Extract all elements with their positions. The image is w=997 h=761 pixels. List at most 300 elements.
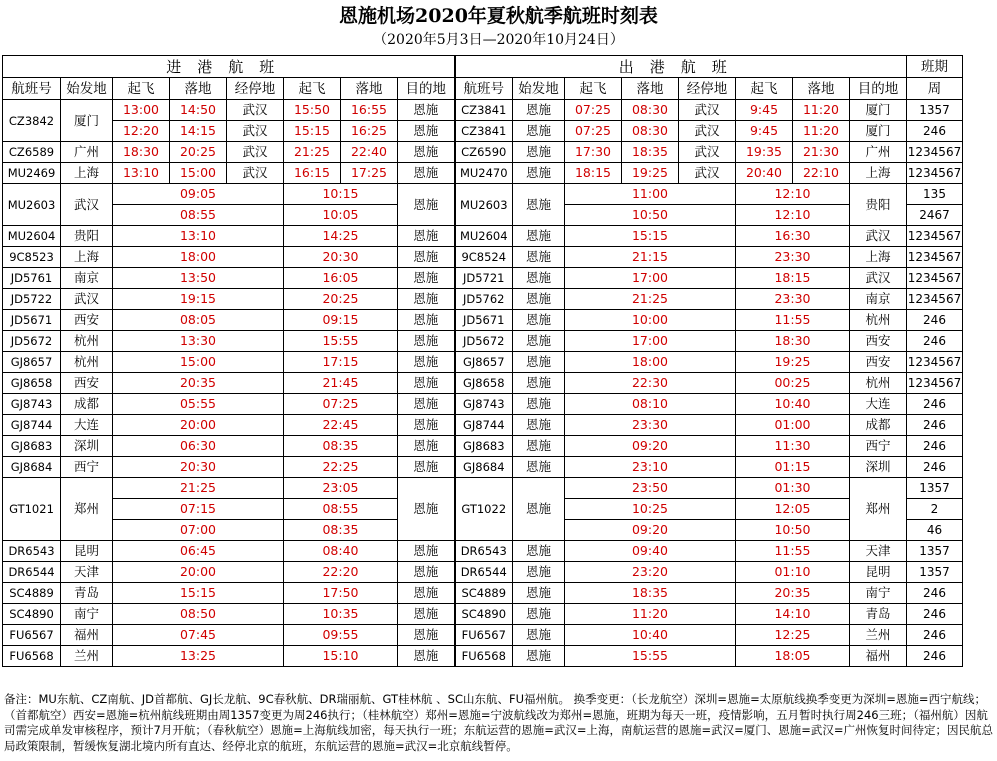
- origin-city: 深圳: [61, 436, 113, 457]
- time-cell: 13:10: [113, 226, 284, 247]
- time-cell: 21:45: [284, 373, 398, 394]
- flight-number-departure: CZ3841: [455, 100, 513, 121]
- footnote-remarks: 备注：MU东航、CZ南航、JD首都航、GJ长龙航、9C春秋航、DR瑞丽航、GT桂林航 、SC山东航、FU福州航。 换季变更：（长龙航空）深圳=恩施=太原航线换季变更为深圳=恩施=西宁航线；（首都航空）西安=恩施=杭州航线班期由周1357变更为周246执行；（桂林航空）郑州=恩施=宁波航线改为郑州=恩施，班期为每天一班，疫情影响，五月暂时执行周246三班；（福州航）因航司需完成单发审核程序，预计7月开航；（春秋航空）恩施=上海航线加密，每天执行一班；东航运营的恩施=武汉=上海，南航运营的恩施=武汉=厦门、恩施=武汉=广州恢复时间待定；因民航总局政策限制，暂缓恢复湖北境内所有直达、经停北京的航班，东航运营的恩施=武汉=北京航线暂停。: [4, 692, 994, 753]
- flight-number-departure: SC4889: [455, 583, 513, 604]
- destination-city: 恩施: [398, 226, 455, 247]
- time-cell: 21:30: [793, 142, 850, 163]
- time-cell: 23:20: [565, 562, 736, 583]
- destination-city: 恩施: [398, 394, 455, 415]
- origin-city: 恩施: [513, 268, 565, 289]
- table-row: [3, 78, 963, 100]
- table-row: [3, 163, 963, 184]
- destination-city: 恩施: [398, 478, 455, 541]
- period-cell: 246: [907, 310, 963, 331]
- time-cell: 10:50: [565, 205, 736, 226]
- origin-city: 青岛: [61, 583, 113, 604]
- flight-number-arrival: GJ8684: [3, 457, 61, 478]
- time-cell: 01:30: [736, 478, 850, 499]
- time-cell: 21:25: [113, 478, 284, 499]
- time-cell: 08:35: [284, 436, 398, 457]
- flight-number-departure: GT1022: [455, 478, 513, 541]
- time-cell: 10:40: [565, 625, 736, 646]
- column-header: 目的地: [398, 78, 455, 100]
- time-cell: 18:05: [736, 646, 850, 667]
- flight-number-departure: MU2604: [455, 226, 513, 247]
- column-header: 落地: [622, 78, 679, 100]
- time-cell: 08:05: [113, 310, 284, 331]
- period-cell: 135: [907, 184, 963, 205]
- time-cell: 18:30: [736, 331, 850, 352]
- time-cell: 20:35: [736, 583, 850, 604]
- destination-city: 南京: [850, 289, 907, 310]
- time-cell: 16:30: [736, 226, 850, 247]
- period-cell: 1234567: [907, 289, 963, 310]
- time-cell: 16:05: [284, 268, 398, 289]
- destination-city: 厦门: [850, 100, 907, 121]
- period-cell: 1234567: [907, 247, 963, 268]
- column-header: 目的地: [850, 78, 907, 100]
- time-cell: 10:15: [284, 184, 398, 205]
- time-cell: 13:10: [113, 163, 170, 184]
- flight-number-departure: SC4890: [455, 604, 513, 625]
- origin-city: 恩施: [513, 646, 565, 667]
- origin-city: 恩施: [513, 583, 565, 604]
- origin-city: 恩施: [513, 247, 565, 268]
- time-cell: 09:55: [284, 625, 398, 646]
- column-header: 落地: [170, 78, 227, 100]
- destination-city: 恩施: [398, 457, 455, 478]
- time-cell: 08:55: [284, 499, 398, 520]
- time-cell: 01:10: [736, 562, 850, 583]
- destination-city: 南宁: [850, 583, 907, 604]
- column-header-period-unit: 周: [907, 78, 963, 100]
- flight-number-arrival: DR6544: [3, 562, 61, 583]
- time-cell: 08:30: [622, 100, 679, 121]
- flight-number-arrival: FU6567: [3, 625, 61, 646]
- origin-city: 南宁: [61, 604, 113, 625]
- destination-city: 上海: [850, 247, 907, 268]
- period-cell: 1234567: [907, 352, 963, 373]
- time-cell: 20:40: [736, 163, 793, 184]
- table-row: [3, 268, 963, 289]
- destination-city: 贵阳: [850, 184, 907, 226]
- time-cell: 23:30: [736, 289, 850, 310]
- flight-number-arrival: MU2603: [3, 184, 61, 226]
- origin-city: 恩施: [513, 289, 565, 310]
- flight-number-departure: JD5672: [455, 331, 513, 352]
- flight-number-departure: DR6544: [455, 562, 513, 583]
- time-cell: 15:00: [170, 163, 227, 184]
- origin-city: 恩施: [513, 352, 565, 373]
- time-cell: 00:25: [736, 373, 850, 394]
- time-cell: 17:25: [341, 163, 398, 184]
- time-cell: 20:25: [284, 289, 398, 310]
- time-cell: 09:15: [284, 310, 398, 331]
- destination-city: 恩施: [398, 331, 455, 352]
- time-cell: 01:00: [736, 415, 850, 436]
- time-cell: 20:35: [113, 373, 284, 394]
- destination-city: 上海: [850, 163, 907, 184]
- time-cell: 22:10: [793, 163, 850, 184]
- time-cell: 11:55: [736, 310, 850, 331]
- time-cell: 17:00: [565, 268, 736, 289]
- time-cell: 13:25: [113, 646, 284, 667]
- column-header: 始发地: [513, 78, 565, 100]
- destination-city: 恩施: [398, 121, 455, 142]
- time-cell: 15:00: [113, 352, 284, 373]
- flight-number-departure: DR6543: [455, 541, 513, 562]
- destination-city: 恩施: [398, 625, 455, 646]
- period-cell: 1234567: [907, 163, 963, 184]
- time-cell: 15:15: [113, 583, 284, 604]
- time-cell: 09:05: [113, 184, 284, 205]
- time-cell: 11:55: [736, 541, 850, 562]
- time-cell: 13:50: [113, 268, 284, 289]
- period-cell: 1357: [907, 100, 963, 121]
- time-cell: 17:30: [565, 142, 622, 163]
- flight-number-departure: FU6568: [455, 646, 513, 667]
- time-cell: 11:20: [793, 121, 850, 142]
- stopover-city: 武汉: [679, 100, 736, 121]
- time-cell: 22:25: [284, 457, 398, 478]
- time-cell: 11:30: [736, 436, 850, 457]
- origin-city: 天津: [61, 562, 113, 583]
- origin-city: 西安: [61, 373, 113, 394]
- time-cell: 12:10: [736, 184, 850, 205]
- flight-number-arrival: GJ8744: [3, 415, 61, 436]
- destination-city: 恩施: [398, 373, 455, 394]
- flight-number-arrival: DR6543: [3, 541, 61, 562]
- origin-city: 恩施: [513, 478, 565, 541]
- destination-city: 青岛: [850, 604, 907, 625]
- origin-city: 恩施: [513, 394, 565, 415]
- time-cell: 23:05: [284, 478, 398, 499]
- period-cell: 1234567: [907, 373, 963, 394]
- origin-city: 上海: [61, 247, 113, 268]
- time-cell: 07:45: [113, 625, 284, 646]
- flight-number-arrival: SC4889: [3, 583, 61, 604]
- origin-city: 南京: [61, 268, 113, 289]
- stopover-city: 武汉: [679, 121, 736, 142]
- destination-city: 厦门: [850, 121, 907, 142]
- destination-city: 西安: [850, 352, 907, 373]
- flight-number-arrival: MU2604: [3, 226, 61, 247]
- time-cell: 9:45: [736, 121, 793, 142]
- period-cell: 246: [907, 331, 963, 352]
- time-cell: 17:15: [284, 352, 398, 373]
- table-row: [3, 331, 963, 352]
- destination-city: 恩施: [398, 352, 455, 373]
- stopover-city: 武汉: [227, 142, 284, 163]
- destination-city: 武汉: [850, 268, 907, 289]
- time-cell: 10:50: [736, 520, 850, 541]
- flight-number-departure: FU6567: [455, 625, 513, 646]
- column-header: 起飞: [565, 78, 622, 100]
- time-cell: 22:20: [284, 562, 398, 583]
- destination-city: 恩施: [398, 436, 455, 457]
- time-cell: 19:35: [736, 142, 793, 163]
- period-cell: 246: [907, 415, 963, 436]
- flight-number-arrival: GJ8683: [3, 436, 61, 457]
- time-cell: 11:20: [793, 100, 850, 121]
- column-header: 落地: [793, 78, 850, 100]
- table-row: [3, 56, 963, 78]
- time-cell: 10:35: [284, 604, 398, 625]
- destination-city: 深圳: [850, 457, 907, 478]
- flight-number-departure: GJ8744: [455, 415, 513, 436]
- time-cell: 01:15: [736, 457, 850, 478]
- time-cell: 13:00: [113, 100, 170, 121]
- time-cell: 22:30: [565, 373, 736, 394]
- origin-city: 成都: [61, 394, 113, 415]
- stopover-city: 武汉: [227, 121, 284, 142]
- time-cell: 18:15: [736, 268, 850, 289]
- flight-number-departure: GJ8658: [455, 373, 513, 394]
- flight-number-arrival: CZ3842: [3, 100, 61, 142]
- time-cell: 14:15: [170, 121, 227, 142]
- origin-city: 武汉: [61, 184, 113, 226]
- flight-number-departure: JD5762: [455, 289, 513, 310]
- destination-city: 恩施: [398, 289, 455, 310]
- time-cell: 21:25: [284, 142, 341, 163]
- table-row: [3, 352, 963, 373]
- time-cell: 10:25: [565, 499, 736, 520]
- period-cell: 2467: [907, 205, 963, 226]
- origin-city: 恩施: [513, 415, 565, 436]
- time-cell: 11:20: [565, 604, 736, 625]
- origin-city: 厦门: [61, 100, 113, 142]
- table-row: [3, 142, 963, 163]
- destination-city: 西宁: [850, 436, 907, 457]
- section-period: 班期: [907, 56, 963, 78]
- stopover-city: 武汉: [227, 100, 284, 121]
- flight-number-departure: MU2470: [455, 163, 513, 184]
- time-cell: 15:10: [284, 646, 398, 667]
- destination-city: 恩施: [398, 268, 455, 289]
- table-row: [3, 394, 963, 415]
- origin-city: 恩施: [513, 625, 565, 646]
- origin-city: 大连: [61, 415, 113, 436]
- destination-city: 武汉: [850, 226, 907, 247]
- time-cell: 12:20: [113, 121, 170, 142]
- destination-city: 福州: [850, 646, 907, 667]
- time-cell: 08:55: [113, 205, 284, 226]
- stopover-city: 武汉: [679, 142, 736, 163]
- origin-city: 昆明: [61, 541, 113, 562]
- destination-city: 恩施: [398, 100, 455, 121]
- destination-city: 广州: [850, 142, 907, 163]
- destination-city: 恩施: [398, 583, 455, 604]
- stopover-city: 武汉: [227, 163, 284, 184]
- time-cell: 20:00: [113, 562, 284, 583]
- time-cell: 9:45: [736, 100, 793, 121]
- time-cell: 07:15: [113, 499, 284, 520]
- origin-city: 恩施: [513, 457, 565, 478]
- time-cell: 20:25: [170, 142, 227, 163]
- time-cell: 08:50: [113, 604, 284, 625]
- time-cell: 12:10: [736, 205, 850, 226]
- origin-city: 恩施: [513, 436, 565, 457]
- time-cell: 11:00: [565, 184, 736, 205]
- origin-city: 武汉: [61, 289, 113, 310]
- time-cell: 07:25: [565, 121, 622, 142]
- flight-number-departure: CZ3841: [455, 121, 513, 142]
- destination-city: 恩施: [398, 646, 455, 667]
- time-cell: 15:55: [565, 646, 736, 667]
- destination-city: 恩施: [398, 541, 455, 562]
- period-cell: 1357: [907, 562, 963, 583]
- table-row: [3, 415, 963, 436]
- period-cell: 1234567: [907, 142, 963, 163]
- section-departures: 出港航班: [455, 56, 907, 78]
- table-row: [3, 562, 963, 583]
- table-row: [3, 625, 963, 646]
- period-cell: 246: [907, 457, 963, 478]
- time-cell: 06:45: [113, 541, 284, 562]
- time-cell: 16:15: [284, 163, 341, 184]
- time-cell: 09:20: [565, 520, 736, 541]
- time-cell: 20:30: [113, 457, 284, 478]
- column-header: 航班号: [455, 78, 513, 100]
- origin-city: 恩施: [513, 310, 565, 331]
- origin-city: 恩施: [513, 184, 565, 226]
- origin-city: 恩施: [513, 373, 565, 394]
- time-cell: 09:40: [565, 541, 736, 562]
- time-cell: 21:15: [565, 247, 736, 268]
- flight-number-departure: GJ8683: [455, 436, 513, 457]
- column-header: 经停地: [227, 78, 284, 100]
- time-cell: 18:35: [565, 583, 736, 604]
- time-cell: 08:35: [284, 520, 398, 541]
- destination-city: 恩施: [398, 163, 455, 184]
- table-row: [3, 541, 963, 562]
- table-row: [3, 457, 963, 478]
- period-cell: 46: [907, 520, 963, 541]
- destination-city: 郑州: [850, 478, 907, 541]
- time-cell: 17:50: [284, 583, 398, 604]
- destination-city: 杭州: [850, 373, 907, 394]
- time-cell: 12:05: [736, 499, 850, 520]
- column-header: 落地: [341, 78, 398, 100]
- flight-number-arrival: MU2469: [3, 163, 61, 184]
- time-cell: 10:40: [736, 394, 850, 415]
- origin-city: 恩施: [513, 541, 565, 562]
- table-row: [3, 646, 963, 667]
- destination-city: 恩施: [398, 562, 455, 583]
- period-cell: 1234567: [907, 268, 963, 289]
- flight-number-departure: GJ8657: [455, 352, 513, 373]
- flight-number-departure: JD5671: [455, 310, 513, 331]
- flight-number-departure: GJ8743: [455, 394, 513, 415]
- time-cell: 18:00: [565, 352, 736, 373]
- column-header: 起飞: [736, 78, 793, 100]
- page-subtitle: （2020年5月3日—2020年10月24日）: [373, 32, 624, 48]
- table-row: [3, 100, 963, 121]
- period-cell: 246: [907, 583, 963, 604]
- origin-city: 恩施: [513, 121, 565, 142]
- time-cell: 18:15: [565, 163, 622, 184]
- destination-city: 恩施: [398, 310, 455, 331]
- origin-city: 恩施: [513, 604, 565, 625]
- table-row: [3, 121, 963, 142]
- time-cell: 09:20: [565, 436, 736, 457]
- period-cell: 246: [907, 121, 963, 142]
- time-cell: 08:40: [284, 541, 398, 562]
- column-header: 起飞: [284, 78, 341, 100]
- time-cell: 23:30: [565, 415, 736, 436]
- flight-number-arrival: JD5672: [3, 331, 61, 352]
- origin-city: 恩施: [513, 142, 565, 163]
- time-cell: 15:50: [284, 100, 341, 121]
- flight-number-arrival: CZ6589: [3, 142, 61, 163]
- flight-number-arrival: SC4890: [3, 604, 61, 625]
- origin-city: 贵阳: [61, 226, 113, 247]
- origin-city: 兰州: [61, 646, 113, 667]
- time-cell: 22:45: [284, 415, 398, 436]
- section-arrivals: 进港航班: [3, 56, 455, 78]
- table-row: [3, 310, 963, 331]
- stopover-city: 武汉: [679, 163, 736, 184]
- time-cell: 08:10: [565, 394, 736, 415]
- origin-city: 西安: [61, 310, 113, 331]
- destination-city: 昆明: [850, 562, 907, 583]
- origin-city: 杭州: [61, 331, 113, 352]
- time-cell: 10:05: [284, 205, 398, 226]
- time-cell: 16:55: [341, 100, 398, 121]
- table-row: [3, 226, 963, 247]
- flight-number-departure: GJ8684: [455, 457, 513, 478]
- time-cell: 18:00: [113, 247, 284, 268]
- time-cell: 18:30: [113, 142, 170, 163]
- destination-city: 杭州: [850, 310, 907, 331]
- table-row: [3, 247, 963, 268]
- destination-city: 恩施: [398, 247, 455, 268]
- time-cell: 19:25: [736, 352, 850, 373]
- table-row: [3, 478, 963, 499]
- time-cell: 15:15: [284, 121, 341, 142]
- table-row: [3, 436, 963, 457]
- origin-city: 西宁: [61, 457, 113, 478]
- time-cell: 20:30: [284, 247, 398, 268]
- flight-number-departure: 9C8524: [455, 247, 513, 268]
- destination-city: 恩施: [398, 604, 455, 625]
- origin-city: 恩施: [513, 100, 565, 121]
- flight-number-departure: MU2603: [455, 184, 513, 226]
- period-cell: 1357: [907, 478, 963, 499]
- period-cell: 1234567: [907, 226, 963, 247]
- period-cell: 2: [907, 499, 963, 520]
- time-cell: 15:55: [284, 331, 398, 352]
- period-cell: 246: [907, 646, 963, 667]
- time-cell: 23:50: [565, 478, 736, 499]
- column-header: 航班号: [3, 78, 61, 100]
- origin-city: 恩施: [513, 163, 565, 184]
- time-cell: 22:40: [341, 142, 398, 163]
- time-cell: 19:25: [622, 163, 679, 184]
- flight-number-departure: JD5721: [455, 268, 513, 289]
- table-row: [3, 583, 963, 604]
- origin-city: 恩施: [513, 331, 565, 352]
- flight-number-arrival: GJ8657: [3, 352, 61, 373]
- destination-city: 恩施: [398, 142, 455, 163]
- origin-city: 广州: [61, 142, 113, 163]
- time-cell: 14:25: [284, 226, 398, 247]
- period-cell: 246: [907, 394, 963, 415]
- period-cell: 246: [907, 625, 963, 646]
- flight-number-arrival: GT1021: [3, 478, 61, 541]
- origin-city: 郑州: [61, 478, 113, 541]
- time-cell: 13:30: [113, 331, 284, 352]
